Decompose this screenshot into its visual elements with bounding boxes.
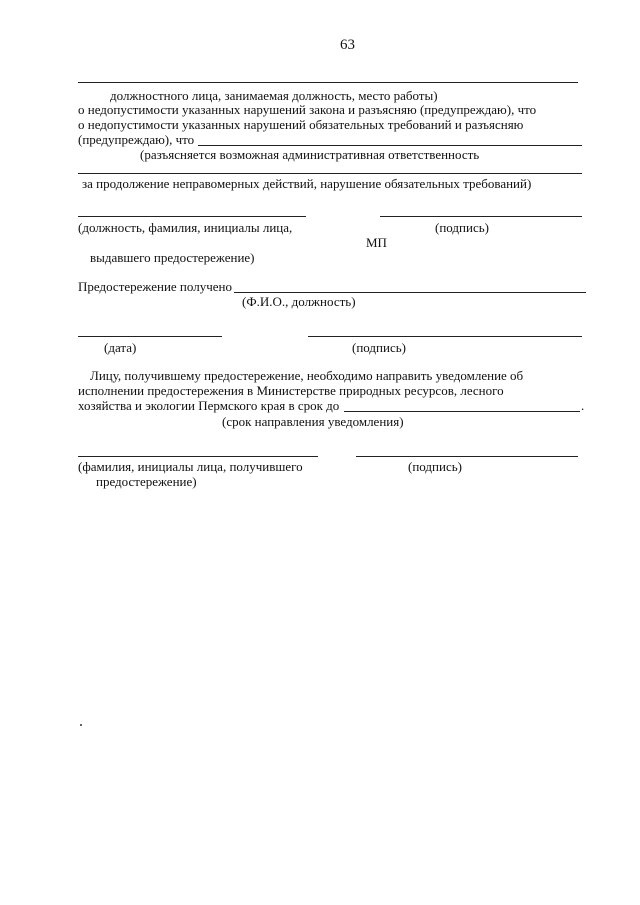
position-fill-line xyxy=(78,216,306,217)
deadline-fill-line xyxy=(344,411,580,412)
caption-deadline: (срок направления уведомления) xyxy=(222,414,404,429)
caption-issuer-cont: выдавшего предостережение) xyxy=(90,250,255,265)
signature-fill-line xyxy=(356,456,578,457)
notice-paragraph-line: исполнении предостережения в Министерстве природных ресурсов, лесного xyxy=(78,383,504,398)
signature-fill-line xyxy=(308,336,582,337)
caption-date: (дата) xyxy=(104,340,137,355)
recipient-fill-line xyxy=(234,292,586,293)
notice-paragraph-line: Лицу, получившему предостережение, необходимо направить уведомление об xyxy=(90,368,524,383)
stamp-place-label: МП xyxy=(366,235,387,250)
fill-line xyxy=(78,173,582,174)
text-line: о недопустимости указанных нарушений обязательных требований и разъясняю xyxy=(78,117,524,132)
fill-line xyxy=(198,145,582,146)
caption-recipient-name: (фамилия, инициалы лица, получившего xyxy=(78,459,303,474)
period-mark: . xyxy=(581,398,585,413)
caption-responsibility: (разъясняется возможная административная ответственность xyxy=(140,147,480,162)
signature-fill-line xyxy=(380,216,582,217)
caption-official-position: должностного лица, занимаемая должность, место работы) xyxy=(110,88,438,103)
received-label: Предостережение получено xyxy=(78,279,232,294)
page-number: 63 xyxy=(340,37,355,53)
fill-line xyxy=(78,82,578,83)
date-fill-line xyxy=(78,336,222,337)
caption-signature: (подпись) xyxy=(435,220,489,235)
caption-signature: (подпись) xyxy=(408,459,462,474)
recipient-name-fill-line xyxy=(78,456,318,457)
caption-responsibility-cont: за продолжение неправомерных действий, нарушение обязательных требований) xyxy=(82,176,532,191)
text-line: о недопустимости указанных нарушений закона и разъясняю (предупреждаю), что xyxy=(78,102,537,117)
stray-mark xyxy=(80,724,82,726)
caption-recipient-cont: предостережение) xyxy=(96,474,197,489)
caption-issuer-position: (должность, фамилия, инициалы лица, xyxy=(78,220,293,235)
caption-fio-position: (Ф.И.О., должность) xyxy=(242,294,356,309)
notice-paragraph-line: хозяйства и экологии Пермского края в срок до xyxy=(78,398,340,413)
caption-signature: (подпись) xyxy=(352,340,406,355)
text-line: (предупреждаю), что xyxy=(78,132,195,147)
